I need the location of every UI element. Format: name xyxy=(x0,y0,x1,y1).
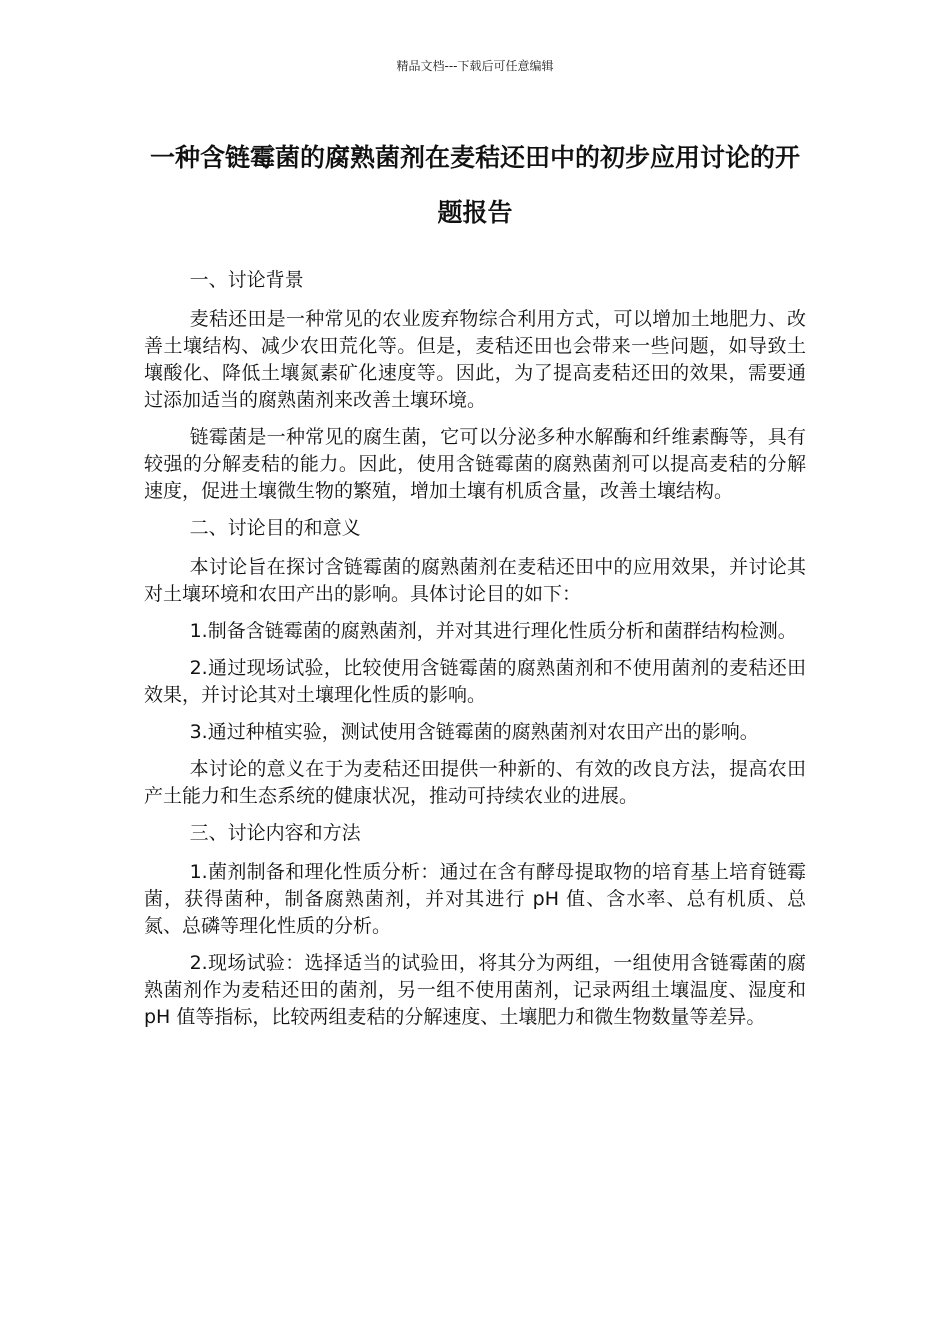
paragraph: 本讨论的意义在于为麦秸还田提供一种新的、有效的改良方法，提高农田产土能力和生态系统的健康状况，推动可持续农业的进展。 xyxy=(144,758,806,807)
section-heading-purpose: 二、讨论目的和意义 xyxy=(189,517,361,539)
document-title: 一种含链霉菌的腐熟菌剂在麦秸还田中的初步应用讨论的开题报告 xyxy=(149,143,800,227)
document-body xyxy=(144,267,806,1041)
list-item: 3.通过种植实验，测试使用含链霉菌的腐熟菌剂对农田产出的影响。 xyxy=(189,721,759,743)
paragraph: 本讨论旨在探讨含链霉菌的腐熟菌剂在麦秸还田中的应用效果，并讨论其对土壤环境和农田产出的影响。具体讨论目的如下： xyxy=(144,556,806,605)
list-item: 1.制备含链霉菌的腐熟菌剂，并对其进行理化性质分析和菌群结构检测。 xyxy=(189,620,797,642)
section-heading-methods: 三、讨论内容和方法 xyxy=(189,822,361,844)
list-item: 1.菌剂制备和理化性质分析：通过在含有酵母提取物的培育基上培育链霉菌，获得菌种，制备腐熟菌剂，并对其进行 pH 值、含水率、总有机质、总氮、总磷等理化性质的分析。 xyxy=(144,861,806,937)
list-item: 2.现场试验：选择适当的试验田，将其分为两组，一组使用含链霉菌的腐熟菌剂作为麦秸还田的菌剂，另一组不使用菌剂，记录两组土壤温度、湿度和 pH 值等指标，比较两组麦秸的分解速度、土壤肥力和微生物数量等差异。 xyxy=(144,952,806,1028)
list-item: 2.通过现场试验，比较使用含链霉菌的腐熟菌剂和不使用菌剂的麦秸还田效果，并讨论其对土壤理化性质的影响。 xyxy=(144,657,806,706)
section-heading-background: 一、讨论背景 xyxy=(189,269,304,291)
paragraph: 链霉菌是一种常见的腐生菌，它可以分泌多种水解酶和纤维素酶等，具有较强的分解麦秸的能力。因此，使用含链霉菌的腐熟菌剂可以提高麦秸的分解速度，促进土壤微生物的繁殖，增加土壤有机质含量，改善土壤结构。 xyxy=(144,426,806,502)
paragraph: 麦秸还田是一种常见的农业废弃物综合利用方式，可以增加土地肥力、改善土壤结构、减少农田荒化等。但是，麦秸还田也会带来一些问题，如导致土壤酸化、降低土壤氮素矿化速度等。因此，为了提高麦秸还田的效果，需要通过添加适当的腐熟菌剂来改善土壤环境。 xyxy=(144,308,806,411)
page-header: 精品文档---下载后可任意编辑 xyxy=(396,59,554,73)
